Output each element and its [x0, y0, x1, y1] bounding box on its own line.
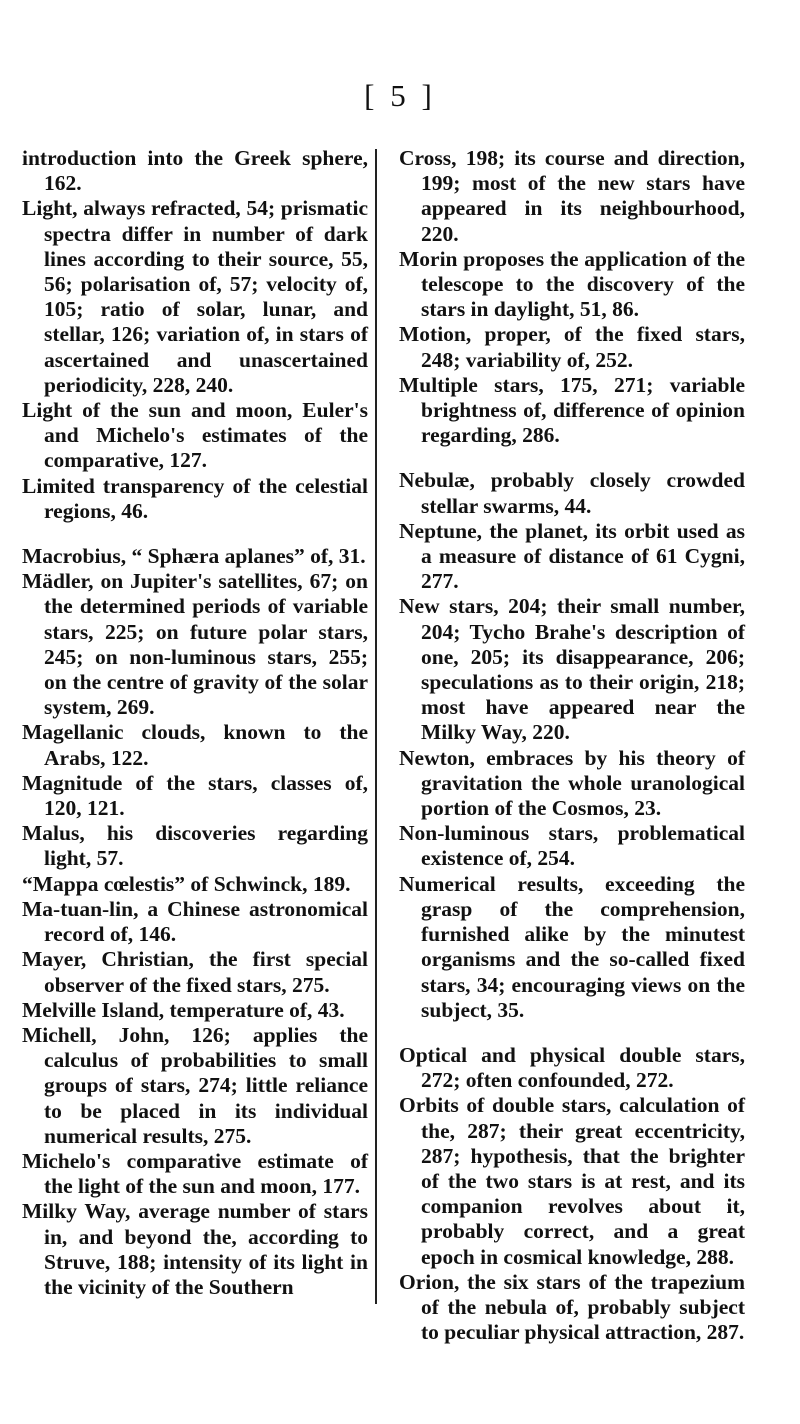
- index-entry: Light of the sun and moon, Euler's and Michelo's estimates of the comparative, 127.: [22, 398, 368, 473]
- index-entry: Michelo's comparative estimate of the light of the sun and moon, 177.: [22, 1148, 368, 1199]
- index-entry: “Mappa cœlestis” of Schwinck, 189.: [22, 871, 351, 896]
- index-entry: Neptune, the planet, its orbit used as a measure of distance of 61 Cygni, 277.: [399, 518, 745, 594]
- index-entry: Mädler, on Jupiter's satellites, 67; on the determined periods of variable stars, 225; on future polar stars, 245; on non-luminous stars, 255; on the centre of gravity of the solar system, 269.: [22, 569, 368, 720]
- index-entry: Magnitude of the stars, classes of, 120, 121.: [22, 770, 368, 821]
- index-entry: Light, always refracted, 54; prismatic spectra differ in number of dark lines according to their source, 55, 56; polarisation of, 57; velocity of, 105; ratio of solar, lunar, and stellar, 126; variation of, in stars of ascertained and unascertained periodicity, 228, 240.: [22, 196, 368, 397]
- index-entry: Newton, embraces by his theory of gravitation the whole uranological portion of the Cosmos, 23.: [399, 745, 745, 821]
- column-divider: [375, 149, 377, 1304]
- index-entry: Ma-tuan-lin, a Chinese astronomical record of, 146.: [22, 896, 368, 947]
- index-entry: Malus, his discoveries regarding light, 57.: [22, 821, 368, 871]
- index-entry: Nebulæ, probably closely crowded stellar swarms, 44.: [399, 468, 745, 518]
- index-entry: Morin proposes the application of the telescope to the discovery of the stars in daylight, 51, 86.: [399, 246, 745, 322]
- index-entry: introduction into the Greek sphere, 162.: [22, 146, 368, 196]
- left-column: [22, 146, 368, 1300]
- index-entry: Milky Way, average number of stars in, and beyond the, according to Struve, 188; intensity of its light in the vicinity of the Southern: [22, 1199, 368, 1299]
- index-entry: Magellanic clouds, known to the Arabs, 122.: [22, 720, 368, 770]
- index-entry: Michell, John, 126; applies the calculus of probabilities to small groups of stars, 274; little reliance to be placed in its individual numerical results, 275.: [22, 1022, 368, 1148]
- right-column: [399, 146, 745, 1345]
- index-entry: Mayer, Christian, the first special observer of the fixed stars, 275.: [22, 947, 368, 997]
- index-entry: Cross, 198; its course and direction, 199; most of the new stars have appeared in its neighbourhood, 220.: [399, 146, 745, 246]
- index-entry: Multiple stars, 175, 271; variable brightness of, difference of opinion regarding, 286.: [399, 372, 745, 448]
- index-entry: Motion, proper, of the fixed stars, 248; variability of, 252.: [399, 322, 745, 372]
- index-entry: New stars, 204; their small number, 204; Tycho Brahe's description of one, 205; its disappearance, 206; speculations as to their origin, 218; most have appeared near the Milky Way, 220.: [399, 594, 745, 745]
- index-entry: Optical and physical double stars, 272; often confounded, 272.: [399, 1042, 745, 1093]
- index-entry: Orion, the six stars of the trapezium of the nebula of, probably subject to peculiar physical attraction, 287.: [399, 1269, 745, 1345]
- index-entry: Macrobius, “ Sphæra aplanes” of, 31.: [22, 544, 366, 569]
- page-number: [ 5 ]: [364, 78, 436, 113]
- index-entry: Numerical results, exceeding the grasp of the comprehension, furnished alike by the minutest organisms and the so-called fixed stars, 34; encouraging views on the subject, 35.: [399, 871, 745, 1022]
- index-entry: Orbits of double stars, calculation of the, 287; their great eccentricity, 287; hypothesis, that the brighter of the two stars is at rest, and its companion revolves about it, probably correct, and a great epoch in cosmical knowledge, 288.: [399, 1093, 745, 1269]
- index-entry: Melville Island, temperature of, 43.: [22, 997, 345, 1022]
- index-entry: Non-luminous stars, problematical existence of, 254.: [399, 821, 745, 871]
- index-entry: Limited transparency of the celestial regions, 46.: [22, 473, 368, 523]
